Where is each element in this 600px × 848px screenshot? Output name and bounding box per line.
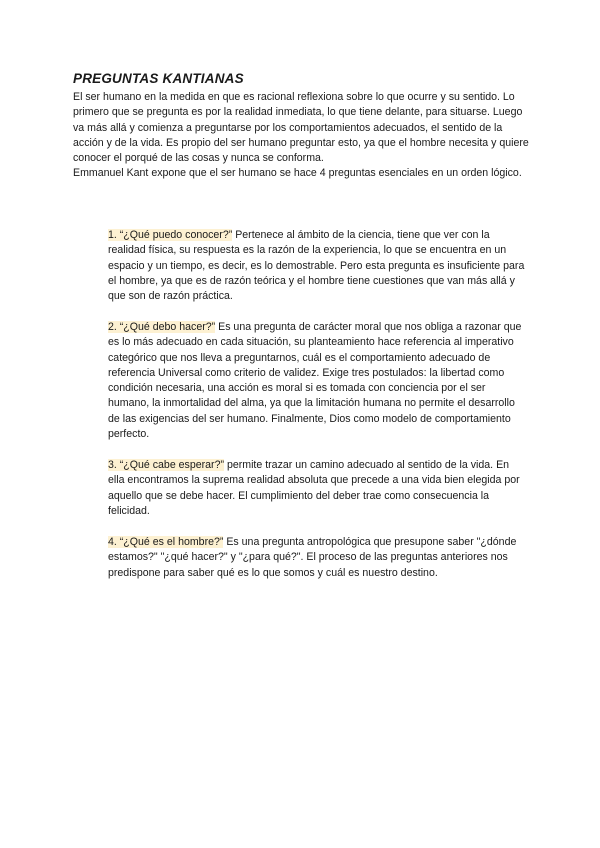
question-paragraph-3 xyxy=(108,458,528,519)
question-body-2: Es una pregunta de carácter moral que nos obliga a razonar que es lo más adecuado en cada situación, su planteamiento hace referencia al imperativo categórico que nos lleva a preguntarnos, cuál es el comportamiento adecuado de referencia Universal como criterio de validez. Exige tres postulados: la libertad como condición necesaria, una acción es moral si es tomada con conciencia por el ser humano, la inmortalidad del alma, ya que la limitación humana no permite el desarrollo de las exigencias del ser humano. Finalmente, Dios como modelo de comportamiento perfecto. xyxy=(108,321,522,441)
intro-paragraph-kant: Emmanuel Kant expone que el ser humano se hace 4 preguntas esenciales en un orden lógico. xyxy=(73,167,522,180)
question-heading-3: 3. “¿Qué cabe esperar?” xyxy=(108,459,224,471)
intro-paragraph: El ser humano en la medida en que es racional reflexiona sobre lo que ocurre y su sentido. Lo primero que se pregunta es por la realidad inmediata, lo que tiene delante, para situarse. Luego va más allá y comienza a preguntarse por los comportamientos adecuados, el sentido de la acción y de la vida. Es propio del ser humano preguntar esto, ya que el hombre necesita y quiere conocer el porqué de las cosas y nunca se conforma. xyxy=(73,91,529,165)
question-paragraph-2 xyxy=(108,320,528,442)
question-body-4: Es una pregunta antropológica que presupone saber "¿dónde estamos?" "¿qué hacer?" y "¿para qué?". El proceso de las preguntas anteriores nos predispone para saber qué es lo que somos y cuál es nuestro destino. xyxy=(108,536,517,579)
question-heading-1: 1. “¿Qué puedo conocer?” xyxy=(108,229,233,241)
intro-section xyxy=(73,90,533,182)
question-body-1: Pertenece al ámbito de la ciencia, tiene que ver con la realidad física, su respuesta es la razón de la experiencia, lo que se encuentra en un espacio y un tiempo, es decir, es lo demostrable. Pero esta pregunta es insuficiente para el hombre, ya que es de razón teórica y el hombre tiene cuestiones que van más allá y que son de razón práctica. xyxy=(108,229,525,303)
question-heading-2: 2. “¿Qué debo hacer?” xyxy=(108,321,216,333)
question-paragraph-1 xyxy=(108,228,528,304)
document-title: PREGUNTAS KANTIANAS xyxy=(73,71,244,86)
question-heading-4: 4. “¿Qué es el hombre?” xyxy=(108,536,224,548)
question-paragraph-4 xyxy=(108,535,528,581)
question-body-3: permite trazar un camino adecuado al sentido de la vida. En ella encontramos la suprema realidad absoluta que precede a una vida bien elegida por aquello que se debe hacer. El cumplimiento del deber trae como consecuencia la felicidad. xyxy=(108,459,520,517)
